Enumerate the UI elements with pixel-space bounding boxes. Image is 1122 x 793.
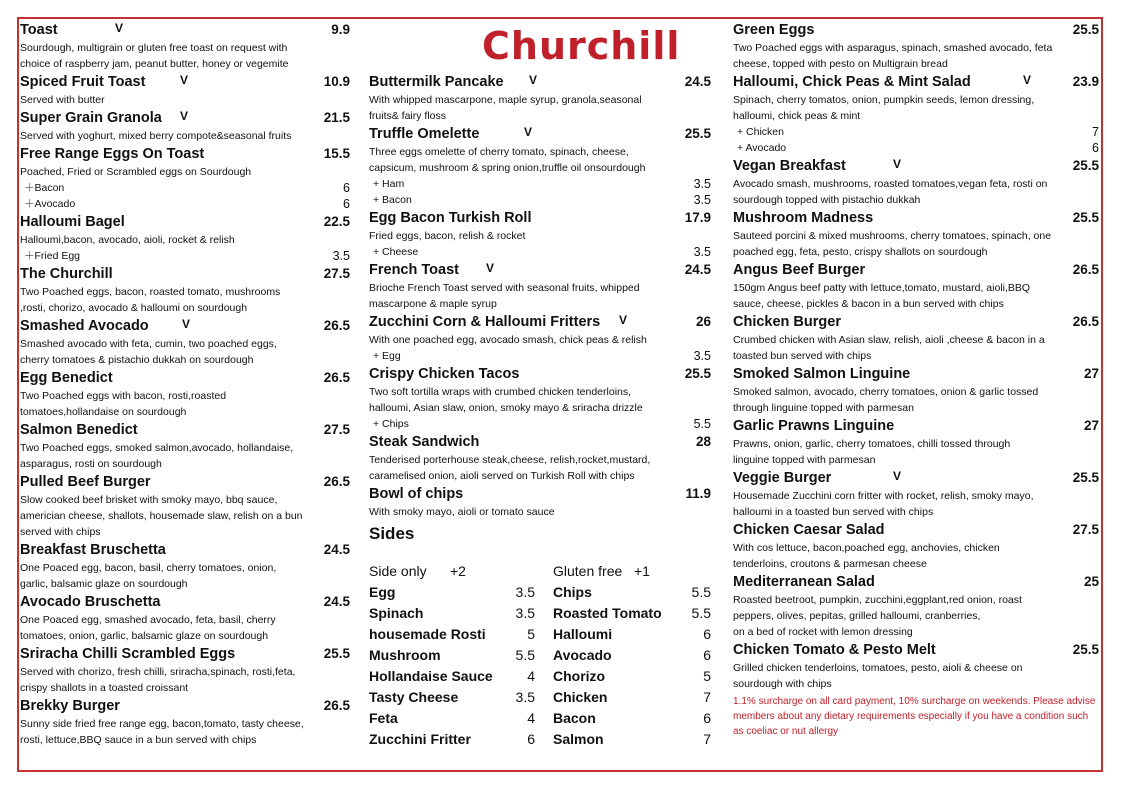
menu-item [20,20,350,72]
menu-item-name: Green Eggs [733,22,815,38]
menu-item [733,20,1099,72]
vegetarian-mark: V [180,73,189,87]
addon-price: 5.5 [693,417,711,431]
side-item-name: Bacon [553,710,596,726]
menu-item-name: Chicken Burger [733,314,841,330]
menu-item-name: Pulled Beef Burger [20,474,151,490]
menu-item-name: Salmon Benedict [20,422,138,438]
vegetarian-mark: V [182,317,191,331]
menu-item-description: tenderloins, croutons & parmesan cheese [733,558,927,570]
vegetarian-mark: V [486,261,495,275]
menu-item-name: Egg Bacon Turkish Roll [369,210,532,226]
menu-item-description: 150gm Angus beef patty with lettuce,tomato, mustard, aioli,BBQ [733,282,1031,294]
menu-item-addon [733,124,1099,140]
menu-item [733,312,1099,364]
menu-item-description: Two Poached eggs, bacon, roasted tomato, mushrooms [20,286,281,298]
menu-item-name: Halloumi, Chick Peas & Mint Salad [733,74,971,90]
side-item [369,708,535,729]
side-item-name: Avocado [553,647,612,663]
menu-item [369,484,711,520]
menu-item-name: Buttermilk Pancake [369,74,504,90]
menu-item-description: capsicum, mushroom & spring onion,truffle oil onsourdough [369,162,646,174]
menu-item [369,124,711,208]
menu-item-price: 24.5 [323,594,350,609]
side-item [553,603,711,624]
menu-item-name: Mediterranean Salad [733,574,875,590]
addon-label: ＋Fried Egg [24,250,81,262]
menu-item [369,432,711,484]
side-item [553,729,711,750]
menu-item-name: The Churchill [20,266,113,282]
menu-item [369,260,711,312]
menu-item-name: Smoked Salmon Linguine [733,366,911,382]
vegetarian-mark: V [1023,73,1032,87]
menu-item-addon [369,192,711,208]
side-item-name: Roasted Tomato [553,605,662,621]
menu-item-description: sauce, cheese, pickles & bacon in a bun served with chips [733,298,1004,310]
addon-price: 6 [343,181,350,195]
menu-item-description: Served with yoghurt, mixed berry compote&seasonal fruits [20,130,292,142]
sides-right-header [553,561,711,582]
menu-item-price: 15.5 [323,146,350,161]
surcharge-note: 1.1% surcharge on all card payment, 10% surcharge on weekends. Please advise members about any dietary requirements especially if you have a condition such as coeliac or nut allergy [733,696,1096,737]
menu-item-description: Fried eggs, bacon, relish & rocket [369,230,526,242]
side-item-price: 3.5 [515,689,535,705]
menu-item-addon [20,196,350,212]
vegetarian-mark: V [524,125,533,139]
menu-item [733,468,1099,520]
menu-item-description: With one poached egg, avocado smash, chick peas & relish [369,334,647,346]
menu-item-description: on a bed of rocket with lemon dressing [733,626,913,638]
menu-item-addon [20,180,350,196]
vegetarian-mark: V [893,157,902,171]
side-item-name: Chicken [553,689,608,705]
menu-item-price: 26 [695,314,711,329]
menu-item [733,260,1099,312]
vegetarian-mark: V [115,21,124,35]
menu-item-price: 27 [1083,418,1099,433]
addon-price: 3.5 [332,249,350,263]
menu-column-1 [20,20,350,748]
menu-item-price: 26.5 [323,318,350,333]
side-item-price: 5.5 [691,584,711,600]
side-item-name: Halloumi [553,626,613,642]
menu-item-description: rosti, lettuce,BBQ sauce in a bun served with chips [20,734,257,746]
side-item-name: Tasty Cheese [369,689,459,705]
menu-item-price: 26.5 [323,698,350,713]
menu-item-description: Crumbed chicken with Asian slaw, relish, aioli ,cheese & bacon in a [733,334,1045,346]
menu-item-description: Prawns, onion, garlic, cherry tomatoes, chilli tossed through [733,438,1011,450]
side-item [553,708,711,729]
gluten-free-label: Gluten free [553,563,623,579]
menu-item-description: served with chips [20,526,101,538]
side-item-price: 4 [527,668,535,684]
side-item-name: Zucchini Fritter [369,731,471,747]
side-item-price: 5 [703,668,711,684]
side-item [553,624,711,645]
menu-item-addon [369,176,711,192]
menu-item [733,156,1099,208]
menu-item-description: crispy shallots in a toasted croissant [20,682,189,694]
side-item-name: housemade Rosti [369,626,486,642]
menu-item-description: mascarpone & maple syrup [369,298,497,310]
menu-item-price: 25.5 [684,366,711,381]
vegetarian-mark: V [529,73,538,87]
menu-item-price: 24.5 [323,542,350,557]
menu-item-description: Two Poached eggs, smoked salmon,avocado, hollandaise, [20,442,294,454]
restaurant-title: Churchill [482,24,681,68]
menu-item-price: 25.5 [1072,22,1099,37]
menu-item-description: cherry tomatoes & pistachio dukkah on sourdough [20,354,254,366]
addon-price: 3.5 [693,177,711,191]
addon-label: + Chips [373,418,409,430]
menu-item-name: Brekky Burger [20,698,120,714]
addon-price: 3.5 [693,349,711,363]
side-item-price: 6 [527,731,535,747]
addon-label: ＋Avocado [24,198,76,210]
menu-item-name: Sriracha Chilli Scrambled Eggs [20,646,236,662]
menu-item [733,520,1099,572]
menu-item-price: 27.5 [1072,522,1099,537]
menu-item-description: choice of raspberry jam, peanut butter, honey or vegemite [20,58,289,70]
side-item-price: 6 [703,710,711,726]
menu-item [369,312,711,364]
menu-item-description: Roasted beetroot, pumpkin, zucchini,eggplant,red onion, roast [733,594,1022,606]
menu-item-name: Garlic Prawns Linguine [733,418,895,434]
menu-item-description: fruits& fairy floss [369,110,447,122]
side-item [369,645,535,666]
side-only-label: Side only [369,563,427,579]
menu-item [20,644,350,696]
menu-item-description: Brioche French Toast served with seasonal fruits, whipped [369,282,640,294]
side-item [553,687,711,708]
side-item-name: Egg [369,584,396,600]
menu-item-name: Free Range Eggs On Toast [20,146,205,162]
menu-item-description: With smoky mayo, aioli or tomato sauce [369,506,555,518]
menu-item-addon [733,140,1099,156]
side-item [369,687,535,708]
addon-label: + Bacon [373,194,412,206]
vegetarian-mark: V [619,313,628,327]
menu-item [20,316,350,368]
menu-item-name: Vegan Breakfast [733,158,846,174]
menu-item-name: Smashed Avocado [20,318,149,334]
menu-item-description: Served with butter [20,94,105,106]
menu-item-price: 11.9 [685,486,711,501]
menu-item-description: Halloumi,bacon, avocado, aioli, rocket & relish [20,234,235,246]
side-item-price: 7 [703,689,711,705]
side-item-name: Mushroom [369,647,441,663]
menu-item-price: 25.5 [1072,158,1099,173]
menu-item-description: garlic, balsamic glaze on sourdough [20,578,188,590]
menu-item-price: 9.9 [331,22,350,37]
side-item-price: 7 [703,731,711,747]
side-item [369,729,535,750]
side-item-price: 5.5 [691,605,711,621]
sides-left-header [369,561,535,582]
menu-item-description: poached egg, feta, pesto, crispy shallots on sourdough [733,246,988,258]
menu-item [20,368,350,420]
menu-item-description: One Poaced egg, smashed avocado, feta, basil, cherry [20,614,276,626]
menu-item-price: 28 [695,434,711,449]
menu-item-name: Toast [20,22,58,38]
menu-item-description: Grilled chicken tenderloins, tomatoes, pesto, aioli & cheese on [733,662,1023,674]
menu-item-description: ,rosti, chorizo, avocado & halloumi on sourdough [20,302,248,314]
menu-item-name: Angus Beef Burger [733,262,866,278]
menu-item-description: halloumi, Asian slaw, onion, smoky mayo & sriracha drizzle [369,402,643,414]
menu-item-description: Avocado smash, mushrooms, roasted tomatoes,vegan feta, rosti on [733,178,1048,190]
menu-item [20,212,350,264]
menu-item [369,364,711,432]
menu-item-price: 25.5 [323,646,350,661]
sides-left [369,561,535,750]
menu-item-price: 10.9 [323,74,350,89]
menu-item [20,72,350,108]
menu-item-description: caramelised onion, aioli served on Turkish Roll with chips [369,470,635,482]
menu-item-description: americian cheese, shallots, housemade slaw, relish on a bun [20,510,303,522]
side-item [553,582,711,603]
side-item [369,624,535,645]
addon-label: + Avocado [737,142,787,154]
side-only-price: +2 [449,563,466,579]
addon-price: 6 [1092,141,1099,155]
menu-item-price: 25.5 [684,126,711,141]
menu-item-price: 21.5 [323,110,350,125]
side-item [369,666,535,687]
side-item-name: Chorizo [553,668,606,684]
menu-item-name: Truffle Omelette [369,126,480,142]
menu-item-description: With whipped mascarpone, maple syrup, granola,seasonal [369,94,642,106]
addon-label: + Egg [373,350,401,362]
menu-item [733,364,1099,416]
menu-item-description: Two Poached eggs with asparagus, spinach, smashed avocado, feta [733,42,1053,54]
menu-item-description: Two soft tortilla wraps with crumbed chicken tenderloins, [369,386,632,398]
menu-item [20,108,350,144]
menu-item-name: Super Grain Granola [20,110,162,126]
menu-item-description: Sunny side fried free range egg, bacon,tomato, tasty cheese, [20,718,304,730]
menu-item-name: Veggie Burger [733,470,832,486]
menu-item-description: One Poaced egg, bacon, basil, cherry tomatoes, onion, [20,562,277,574]
gluten-free-price: +1 [633,563,650,579]
menu-item-description: With cos lettuce, bacon,poached egg, anchovies, chicken [733,542,1000,554]
menu-item-description: Sauteed porcini & mixed mushrooms, cherry tomatoes, spinach, one [733,230,1052,242]
menu-item-name: Avocado Bruschetta [20,594,161,610]
side-item-name: Salmon [553,731,604,747]
menu-item-description: halloumi, chick peas & mint [733,110,861,122]
menu-item-name: Crispy Chicken Tacos [369,366,520,382]
menu-item-price: 22.5 [323,214,350,229]
side-item [553,666,711,687]
menu-item-price: 26.5 [323,474,350,489]
menu-item-description: toasted bun served with chips [733,350,872,362]
menu-item [733,640,1099,692]
menu-item-description: Served with chorizo, fresh chilli, sriracha,spinach, rosti,feta, [20,666,296,678]
menu-item-description: halloumi in a toasted bun served with chips [733,506,934,518]
sides-heading: Sides [369,524,415,543]
addon-price: 7 [1092,125,1099,139]
menu-item-price: 24.5 [684,262,711,277]
menu-item-price: 25.5 [1072,210,1099,225]
menu-item [733,572,1099,640]
menu-item-description: Slow cooked beef brisket with smoky mayo, bbq sauce, [20,494,278,506]
addon-price: 6 [343,197,350,211]
menu-item-description: Poached, Fried or Scrambled eggs on Sourdough [20,166,252,178]
menu-item-price: 23.9 [1072,74,1099,89]
menu-column-3 [733,20,1099,739]
side-item-name: Hollandaise Sauce [369,668,493,684]
menu-item [369,72,711,124]
menu-item-price: 26.5 [323,370,350,385]
addon-label: + Chicken [737,126,784,138]
menu-item [20,144,350,212]
menu-item-name: French Toast [369,262,459,278]
menu-item-name: Steak Sandwich [369,434,480,450]
menu-item-name: Egg Benedict [20,370,113,386]
menu-item-addon [369,416,711,432]
side-item-name: Spinach [369,605,424,621]
menu-item-price: 26.5 [1072,314,1099,329]
menu-item [733,72,1099,156]
side-item-price: 4 [527,710,535,726]
side-item-price: 3.5 [515,605,535,621]
menu-item-name: Spiced Fruit Toast [20,74,146,90]
addon-label: + Ham [373,178,405,190]
menu-item-price: 27.5 [323,422,350,437]
menu-item [20,540,350,592]
menu-item-name: Mushroom Madness [733,210,874,226]
side-item [369,603,535,624]
menu-item-addon [20,248,350,264]
menu-item [20,472,350,540]
side-item-price: 6 [703,626,711,642]
addon-price: 3.5 [693,245,711,259]
addon-label: + Cheese [373,246,419,258]
menu-item-price: 25 [1083,574,1099,589]
menu-item-addon [369,348,711,364]
menu-item-description: asparagus, rosti on sourdough [20,458,162,470]
menu-item-price: 25.5 [1072,470,1099,485]
vegetarian-mark: V [180,109,189,123]
menu-item-description: linguine topped with parmesan [733,454,876,466]
menu-item-description: sourdough with chips [733,678,832,690]
menu-item [20,592,350,644]
menu-item-description: Tenderised porterhouse steak,cheese, relish,rocket,mustard, [369,454,651,466]
menu-item-description: tomatoes,hollandaise on sourdough [20,406,187,418]
menu-item-description: tomatoes, onion, garlic, balsamic glaze on sourdough [20,630,269,642]
side-item-price: 3.5 [515,584,535,600]
menu-item [20,420,350,472]
menu-item-description: Smashed avocado with feta, cumin, two poached eggs, [20,338,277,350]
side-item-price: 5 [527,626,535,642]
menu-item-description: through linguine topped with parmesan [733,402,914,414]
menu-item-price: 25.5 [1072,642,1099,657]
vegetarian-mark: V [893,469,902,483]
menu-item-addon [369,244,711,260]
menu-item-price: 27.5 [323,266,350,281]
menu-item-description: Smoked salmon, avocado, cherry tomatoes, onion & garlic tossed [733,386,1039,398]
addon-label: ＋Bacon [24,182,65,194]
menu-item-description: cheese, topped with pesto on Multigrain bread [733,58,948,70]
menu-item [733,208,1099,260]
menu-item [20,696,350,748]
menu-item-name: Bowl of chips [369,486,464,502]
menu-item [20,264,350,316]
menu-item-price: 24.5 [684,74,711,89]
addon-price: 3.5 [693,193,711,207]
menu-item-name: Halloumi Bagel [20,214,125,230]
menu-item-name: Zucchini Corn & Halloumi Fritters [369,314,601,330]
side-item [553,645,711,666]
sides-right [553,561,711,750]
menu-item-description: sourdough topped with pistachio dukkah [733,194,921,206]
side-item-price: 5.5 [515,647,535,663]
menu-item-name: Chicken Caesar Salad [733,522,885,538]
menu-item-name: Breakfast Bruschetta [20,542,166,558]
menu-item-description: Two Poached eggs with bacon, rosti,roasted [20,390,227,402]
menu-item-price: 26.5 [1072,262,1099,277]
menu-item-description: Sourdough, multigrain or gluten free toast on request with [20,42,288,54]
menu-item-description: Spinach, cherry tomatos, onion, pumpkin seeds, lemon dressing, [733,94,1035,106]
side-item [369,582,535,603]
menu-item [369,208,711,260]
menu-item [733,416,1099,468]
menu-column-2 [369,72,711,546]
side-item-name: Feta [369,710,398,726]
menu-item-description: Housemade Zucchini corn fritter with rocket, relish, smoky mayo, [733,490,1034,502]
side-item-name: Chips [553,584,592,600]
side-item-price: 6 [703,647,711,663]
menu-item-description: peppers, olives, pepitas, grilled halloumi, cranberries, [733,610,981,622]
menu-item-price: 17.9 [684,210,711,225]
menu-item-name: Chicken Tomato & Pesto Melt [733,642,936,658]
menu-item-price: 27 [1083,366,1099,381]
menu-item-description: Three eggs omelette of cherry tomato, spinach, cheese, [369,146,629,158]
